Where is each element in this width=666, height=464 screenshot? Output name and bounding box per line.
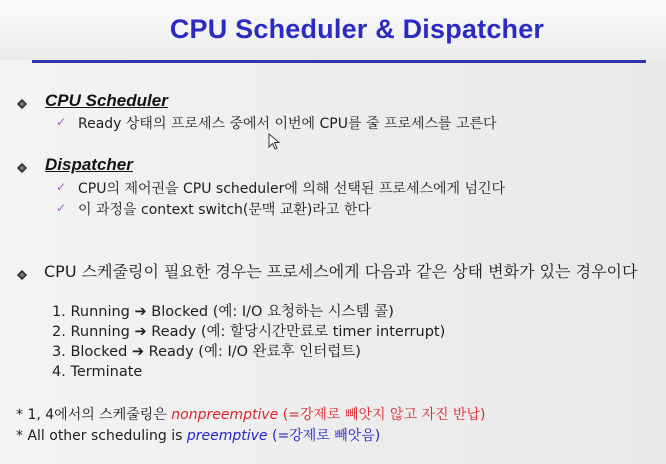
- arrow-right-icon: ➔: [134, 324, 147, 340]
- dispatcher-item-1: CPU의 제어권을 CPU scheduler에 의해 선택된 프로세스에게 넘긴다: [78, 181, 506, 197]
- list-item: [52, 362, 445, 382]
- state-from: Running: [70, 304, 130, 320]
- preemptive-detail: (=강제로 빼앗음): [267, 428, 381, 444]
- nonpreemptive-term: nonpreemptive: [171, 407, 279, 423]
- list-number: 4.: [52, 364, 66, 380]
- cpu-scheduler-item: Ready 상태의 프로세스 중에서 이번에 CPU를 줄 프로세스를 고른다: [78, 116, 497, 132]
- state-to: Ready: [151, 324, 197, 340]
- slide-title: CPU Scheduler & Dispatcher: [169, 14, 545, 44]
- check-mark-icon: ✓: [56, 180, 67, 194]
- nonpreemptive-detail: (=강제로 빼앗지 않고 자진 반납): [278, 407, 486, 423]
- mouse-cursor-icon: [268, 133, 282, 151]
- list-item: [52, 342, 445, 362]
- state-to: Blocked: [151, 304, 209, 320]
- state-from: Blocked: [70, 344, 128, 360]
- preemptive-note: [16, 425, 380, 445]
- diamond-bullet-icon: [16, 269, 28, 281]
- title-underline: [32, 60, 646, 63]
- preemptive-term: preemptive: [186, 428, 268, 444]
- transition-note: (예: I/O 완료후 인터럽트): [198, 344, 361, 360]
- state-from: Running: [70, 324, 130, 340]
- list-number: 2.: [52, 324, 66, 340]
- check-mark-icon: ✓: [56, 201, 67, 215]
- arrow-right-icon: ➔: [134, 304, 147, 320]
- section-heading-dispatcher: Dispatcher: [45, 155, 133, 174]
- diamond-bullet-icon: [16, 98, 28, 110]
- list-item: [52, 302, 445, 322]
- state-from: Terminate: [70, 364, 143, 380]
- list-number: 3.: [52, 344, 66, 360]
- list-number: 1.: [52, 304, 66, 320]
- arrow-right-icon: ➔: [131, 344, 145, 360]
- transition-note: (예: I/O 요청하는 시스템 콜): [212, 304, 394, 320]
- nonpreemptive-note: [16, 404, 485, 424]
- check-mark-icon: ✓: [56, 115, 67, 129]
- state-transition-list: [52, 302, 445, 382]
- note-prefix: * 1, 4에서의 스케줄링은: [16, 407, 172, 423]
- section-heading-cpu-scheduler: CPU Scheduler: [45, 91, 168, 110]
- dispatcher-item-2: 이 과정을 context switch(문맥 교환)라고 한다: [78, 202, 371, 218]
- state-to: Ready: [148, 344, 194, 360]
- scheduling-condition-text: CPU 스케줄링이 필요한 경우는 프로세스에게 다음과 같은 상태 변화가 있는 경우이다: [44, 262, 638, 281]
- diamond-bullet-icon: [16, 162, 28, 174]
- list-item: [52, 322, 445, 342]
- transition-note: (예: 할당시간만료로 timer interrupt): [200, 324, 446, 340]
- note-prefix: * All other scheduling is: [16, 428, 187, 444]
